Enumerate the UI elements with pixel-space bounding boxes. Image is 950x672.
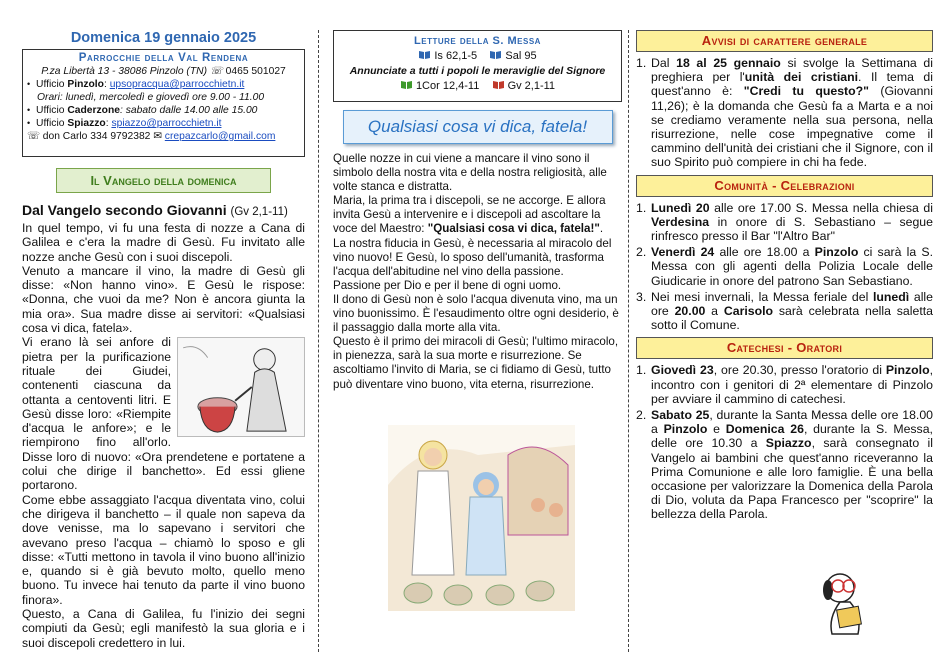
address-text: P.za Libertà 13 - 38086 Pinzolo (TN) — [41, 66, 207, 77]
parish-info-box — [22, 49, 305, 157]
email-link[interactable]: upsopracqua@parrocchietn.it — [109, 79, 245, 90]
office-spiazzo: • Ufficio Spiazzo: spiazzo@parrocchietn.it — [27, 117, 300, 130]
motto-banner: Qualsiasi cosa vi dica, fatela! — [343, 110, 613, 144]
left-column — [22, 30, 305, 650]
book-icon — [418, 50, 431, 60]
phone-icon: ☏ — [209, 66, 223, 77]
list-item: 1. Dal 18 al 25 gennaio si svolge la Settimana di preghiera per l'unità dei cristiani. Il tema di quest'anno è: "Credi tu questo?" (Giovanni 11,26); è la domanda che Gesù fa a Marta e a noi se crediamo veramente nella sua persona, nella risurrezione, nelle cose impegnative come il cammino dell'unità dei cristiani che il Signore, con il suo Spirito può compiere in chi ha fede. — [636, 56, 934, 170]
section-title: Il Vangelo della domenica — [56, 168, 271, 193]
parish-address — [27, 65, 300, 78]
list-item: 2. Venerdì 24 alle ore 18.00 a Pinzolo ci sarà la S. Messa con gli agenti della Polizia Locale delle Giudicarie in onore del patrono San Sebastiano. — [636, 245, 933, 288]
list-item: 1. Giovedì 23, ore 20.30, presso l'oratorio di Pinzolo, incontro con i genitori di 2ª elementare di Pinzolo per avviare il cammino di catechesi. — [636, 363, 933, 406]
office-caderzone: • Ufficio Caderzone: sabato dalle 14.00 alle 15.00 — [27, 104, 300, 117]
phone-number: 0465 501027 — [225, 66, 286, 77]
pinzolo-hours: Orari: lunedì, mercoledì e giovedì ore 9.00 - 11.00 — [37, 92, 265, 103]
readings-line-1: Is 62,1-5 Sal 95 — [338, 49, 617, 64]
list-item: 2. Sabato 25, durante la Santa Messa delle ore 18.00 a Pinzolo e Domenica 26, durante la S. Messa, delle ore 10.30 a Spiazzo, sarà consegnato il Vangelo ai bambini che quest'anno riceveranno la Prima Comunione e alle loro famiglie. È una bella occasione per valorizzare la Domenica della Parola di Dio, voluta da Papa Francesco per "scoprire" la bellezza della Parola. — [636, 408, 934, 522]
wedding-at-cana-illustration — [388, 425, 575, 611]
catechesis-list — [636, 359, 933, 526]
gospel-heading: Dal Vangelo secondo Giovanni (Gv 2,1-11) — [22, 202, 288, 218]
list-item: 1. Lunedì 20 alle ore 17.00 S. Messa nella chiesa di Verdesina in onore di S. Sebastiano – segue rinfresco presso il Bar "l'Altro Bar" — [636, 200, 933, 244]
envelope-icon: ✉ — [153, 131, 162, 142]
email-link[interactable]: crepazcarlo@gmail.com — [164, 131, 276, 142]
book-icon — [400, 80, 413, 90]
email-link[interactable]: spiazzo@parrocchietn.it — [111, 118, 222, 129]
book-icon — [489, 50, 502, 60]
readings-line-2: 1Cor 12,4-11 Gv 2,1-11 — [338, 79, 617, 94]
don-contact: ☏ don Carlo 334 9792382 ✉ crepazcarlo@gmail.com — [27, 131, 276, 142]
section-title: Comunità - Celebrazioni — [636, 175, 933, 197]
column-divider — [628, 30, 629, 652]
parish-title: Parrocchie della Val Rendena — [78, 52, 249, 64]
section-title: Catechesi - Oratori — [636, 337, 933, 359]
homily-text: Quelle nozze in cui viene a mancare il vino sono il simbolo della nostra vita e della nostra religiosità, alle volte stanca e distratta. Maria, la prima tra i discepoli, se ne accorge. E allora invita Gesù a intervenire e i discepoli ad ascoltare la voce del Maestro: "Qualsiasi cosa vi dica, fatela!". La nostra fiducia in Gesù, è necessaria al miracolo del vino nuovo! E Gesù, lo sposo dell'umanità, trasforma l'acqua dell'abitudine nel vino della passione. Passione per Dio e per il bene di ogni uomo. Il dono di Gesù non è solo l'acqua divenuta vino, ma un vino buonissimo. È l'esaudimento oltre ogni desiderio, è il passaggio dalla morte alla vita. Questo è il primo dei miracoli di Gesù; l'ultimo miracolo, in pienezza, sarà la sua morte e risurrezione. Se ascoltiamo l'invito di Maria, se ci fidiamo di Gesù, tutto può diventare vino buono, vita eterna, risurrezione. — [333, 152, 619, 391]
right-column — [636, 30, 933, 527]
reading-dog-illustration — [818, 568, 876, 640]
notices-list — [636, 52, 933, 175]
book-icon — [492, 80, 505, 90]
column-divider — [318, 30, 319, 652]
jesus-water-jars-illustration — [177, 337, 305, 437]
phone-icon: ☏ — [27, 131, 40, 142]
list-item: 3. Nei mesi invernali, la Messa feriale del lunedì alle ore 20.00 a Carisolo sarà celebrata nella saletta sotto il Comune. — [636, 289, 933, 333]
section-title: Avvisi di carattere generale — [636, 30, 933, 52]
readings-title: Letture della S. Messa — [414, 35, 541, 47]
bulletin-date: Domenica 19 gennaio 2025 — [70, 30, 257, 46]
celebrations-list — [636, 197, 933, 338]
gospel-text: In quel tempo, vi fu una festa di nozze a Cana di Galilea e c'era la madre di Gesù. Fu invitato alle nozze anche Gesù con i suoi discepoli. Venuto a mancare il vino, la madre di Gesù gli disse: «Non hanno vino». E Gesù le rispose: «Donna, che vuoi da me? Non è ancora giunta la mia ora». Sua madre disse ai servitori: «Qualsiasi cosa vi dica, fatela». Vi erano là sei anfore di pietra per la purificazione rituale dei Giudei, contenenti ciascuna da ottanta a centoventi litri. E Gesù disse loro: «Riempite d'acqua le anfore»; e le riempirono fino all'orlo. Disse loro di nuovo: «Ora prendetene e portatene a colui che dirige il banchetto». Ed essi gliene portarono. Come ebbe assaggiato l'acqua diventata vino, colui che dirigeva il banchetto – il quale non sapeva da dove venisse, ma lo sapevano i servitori che avevano preso l'acqua – chiamò lo sposo e gli disse: «Tutti mettono in tavola il vino buono all'inizio e, quando si è già bevuto molto, quello meno buono. Tu invece hai tenuto da parte il vino buono finora». Questo, a Cana di Galilea, fu l'inizio dei segni compiuti da Gesù; egli manifestò la sua gloria e i suoi discepoli credettero in lui. — [22, 221, 305, 650]
middle-column — [333, 30, 622, 616]
readings-motto: Annunciate a tutti i popoli le meraviglie del Signore — [349, 65, 606, 77]
readings-box — [333, 30, 622, 102]
office-pinzolo: • Ufficio Pinzolo: upsopracqua@parrocchietn.it — [27, 78, 300, 91]
